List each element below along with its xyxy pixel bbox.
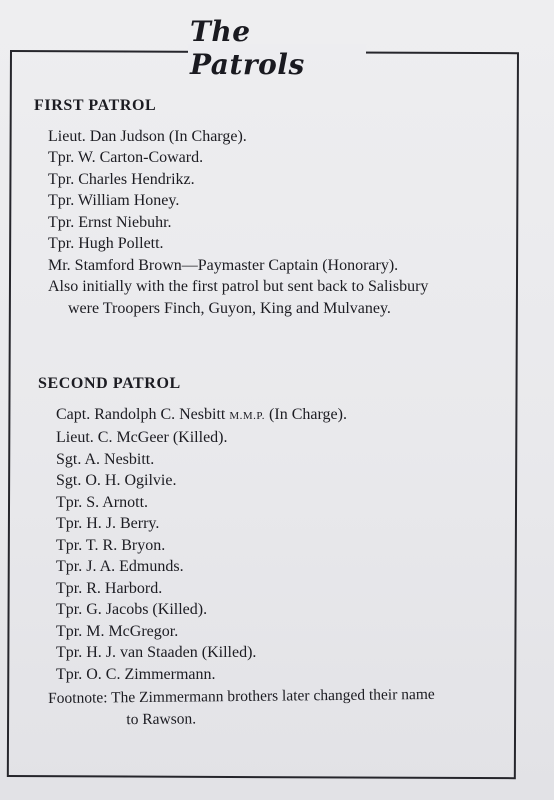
list-item: Tpr. R. Harbord. (56, 579, 163, 597)
list-item: Tpr. S. Arnott. (56, 493, 149, 511)
first-patrol-section (34, 95, 428, 319)
list-item: Tpr. O. C. Zimmermann. (56, 665, 216, 683)
list-item: Tpr. William Honey. (48, 192, 180, 209)
list-item: Lieut. C. McGeer (Killed). (56, 429, 228, 446)
list-item: Tpr. W. Carton-Coward. (48, 149, 204, 166)
list-item: Tpr. Hugh Pollett. (48, 235, 164, 252)
list-item: Tpr. Charles Hendrikz. (48, 170, 195, 188)
second-patrol-heading: SECOND PATROL (38, 375, 181, 392)
first-patrol-note-line1: Also initially with the first patrol but sent back to Salisbury (48, 278, 429, 295)
list-item: Lieut. Dan Judson (In Charge). (48, 127, 247, 145)
commander-suffix: (In Charge). (265, 405, 347, 423)
footnote-line2: to Rawson. (126, 710, 197, 729)
footnote-line1: Footnote: The Zimmermann brothers later changed their name (48, 685, 435, 707)
list-item: Tpr. H. J. van Staaden (Killed). (56, 644, 257, 661)
first-patrol-heading: FIRST PATROL (34, 97, 157, 114)
list-item: Tpr. H. J. Berry. (56, 515, 160, 532)
list-item: Sgt. A. Nesbitt. (56, 450, 155, 468)
list-item: Sgt. O. H. Ogilvie. (56, 472, 177, 489)
list-item-commander (56, 404, 347, 428)
second-patrol-list (38, 404, 347, 686)
list-item: Tpr. T. R. Bryon. (56, 536, 166, 554)
list-item: Tpr. G. Jacobs (Killed). (56, 601, 208, 618)
first-patrol-note-line2: were Troopers Finch, Guyon, King and Mulvaney. (68, 299, 391, 317)
list-item: Mr. Stamford Brown—Paymaster Captain (Honorary). (48, 256, 399, 274)
commander-award: M.M.P. (229, 409, 266, 422)
footnote (48, 684, 435, 732)
commander-name: Capt. Randolph C. Nesbitt (56, 405, 230, 423)
page-title: The Patrols (190, 15, 305, 81)
second-patrol-section (38, 373, 347, 685)
list-item: Tpr. M. McGregor. (56, 622, 179, 640)
title-container (190, 15, 366, 81)
first-patrol-list (34, 126, 428, 320)
list-item: Tpr. J. A. Edmunds. (56, 558, 184, 575)
list-item: Tpr. Ernst Niebuhr. (48, 213, 172, 231)
